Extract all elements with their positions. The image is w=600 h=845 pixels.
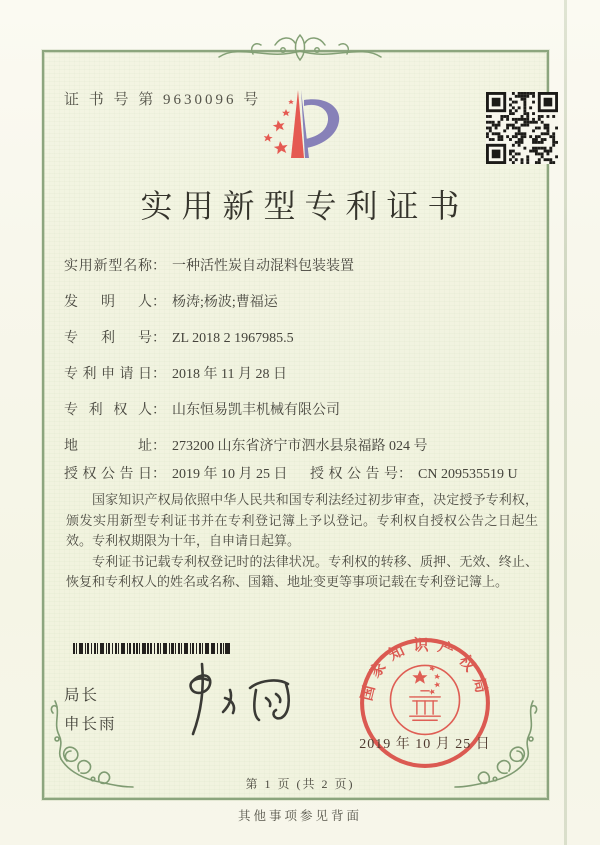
legal-text (66, 490, 538, 593)
field-value: 杨涛;杨波;曹福运 (172, 295, 278, 310)
officer-name: 申长雨 (64, 716, 117, 733)
officer-title: 局长 (64, 687, 100, 704)
qr-code (486, 92, 558, 164)
barcode (73, 643, 230, 654)
grant-date: 授权公告日： 2019 年 10 月 25 日 (64, 467, 288, 482)
field-row-name: 实用新型名称： 一种活性炭自动混料包装装置 (64, 256, 542, 277)
page-number: 第 1 页 (共 2 页) (245, 777, 355, 791)
field-label: 专利号 (64, 331, 152, 346)
seal-text: 国家知识产权局 (358, 637, 492, 703)
field-label: 实用新型名称 (64, 259, 152, 274)
field-value: 山东恒易凯丰机械有限公司 (172, 403, 340, 418)
legal-paragraph-2: 专利证书记载专利权登记时的法律状况。专利权的转移、质押、无效、终止、恢复和专利权人的姓名或名称、国籍、地址变更等事项记载在专利登记簿上。 (66, 553, 538, 589)
cnipa-logo-icon (253, 86, 349, 164)
signature-shen-changyu (158, 660, 323, 748)
field-row-filing-date: 专利申请日： 2018 年 11 月 28 日 (64, 364, 542, 385)
field-label: 发明人 (64, 295, 152, 310)
border-top-ornament (213, 27, 387, 73)
field-label: 专利申请日 (64, 367, 152, 382)
field-value: 一种活性炭自动混料包装装置 (172, 259, 354, 274)
field-label: 地址 (64, 439, 152, 454)
officer-block (64, 681, 117, 739)
field-value: 273200 山东省济宁市泗水县泉福路 024 号 (172, 439, 428, 454)
field-label: 专利权人 (64, 403, 152, 418)
paper-edge-shadow (564, 0, 567, 845)
grant-number: 授权公告号： CN 209535519 U (310, 467, 518, 482)
svg-text:国家知识产权局 (357, 636, 491, 702)
field-row-patent-no: 专利号： ZL 2018 2 1967985.5 (64, 328, 542, 349)
field-row-inventors: 发明人： 杨涛;杨波;曹福运 (64, 292, 542, 313)
grant-row (64, 464, 542, 486)
legal-paragraph-1: 国家知识产权局依照中华人民共和国专利法经过初步审查，决定授予专利权，颁发实用新型专利证书并在专利登记簿上予以登记。专利权自授权公告之日起生效。专利权期限为十年，自申请日起算。 (66, 492, 538, 548)
seal-date: 2019 年 10 月 25 日 (359, 737, 491, 752)
back-side-note: 其他事项参见背面 (237, 809, 362, 823)
certificate-title: 实用新型专利证书 (140, 188, 469, 224)
field-value: 2018 年 11 月 28 日 (172, 367, 287, 382)
field-value: ZL 2018 2 1967985.5 (172, 331, 294, 346)
certificate-number: 证 书 号 第 9630096 号 (64, 92, 262, 108)
field-row-patentee: 专利权人： 山东恒易凯丰机械有限公司 (64, 400, 542, 421)
field-row-address: 地址： 273200 山东省济宁市泗水县泉福路 024 号 (64, 436, 542, 457)
field-list (64, 256, 542, 472)
